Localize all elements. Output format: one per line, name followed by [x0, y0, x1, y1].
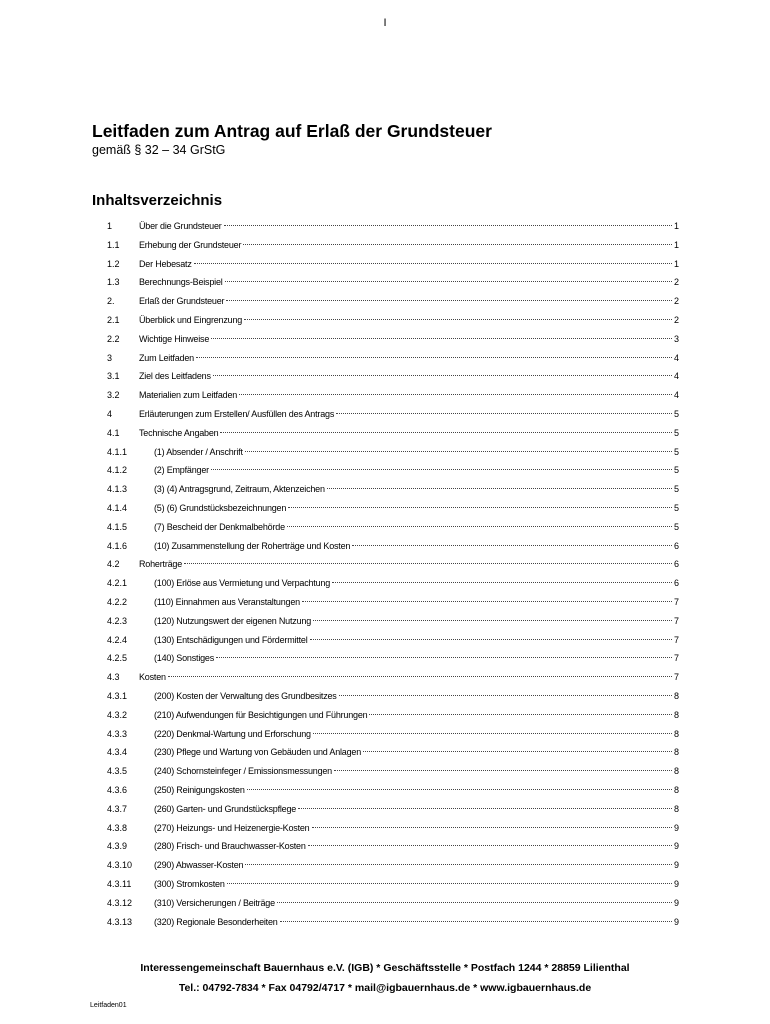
toc-entry-label: Kosten	[139, 672, 166, 683]
toc-leader-dots	[168, 676, 672, 677]
toc-entry-label: (290) Abwasser-Kosten	[154, 860, 244, 871]
toc-page-number: 4	[673, 352, 679, 363]
toc-leader-dots	[247, 789, 672, 790]
toc-row[interactable]	[0, 781, 770, 800]
toc-entry-label: Erhebung der Grundsteuer	[139, 239, 242, 250]
toc-row[interactable]	[0, 612, 770, 631]
toc-section-number: 4.2.3	[107, 615, 128, 626]
toc-row[interactable]	[0, 367, 770, 386]
toc-entry[interactable]	[139, 273, 679, 292]
toc-page-number: 7	[673, 615, 679, 626]
toc-row[interactable]	[0, 386, 770, 405]
toc-leader-dots	[302, 601, 672, 602]
toc-entry-label: (1) Absender / Anschrift	[154, 446, 243, 457]
toc-entry-label: (110) Einnahmen aus Veranstaltungen	[154, 597, 300, 607]
toc-entry-label: Erlaß der Grundsteuer	[139, 296, 225, 307]
toc-row[interactable]	[0, 518, 770, 537]
footer-contact: Tel.: 04792-7834 * Fax 04792/4717 * mail@igbauernhaus.de * www.igbauernhaus.de	[178, 982, 592, 994]
toc-leader-dots	[287, 526, 672, 527]
toc-page-number: 7	[673, 672, 679, 683]
toc-entry[interactable]	[139, 311, 679, 330]
toc-page-number: 7	[673, 597, 679, 607]
toc-page-number: 5	[673, 465, 679, 476]
toc-entry-label: Wichtige Hinweise	[139, 333, 210, 344]
toc-entry[interactable]	[139, 555, 679, 574]
toc-row[interactable]	[0, 894, 770, 913]
toc-row[interactable]	[0, 443, 770, 462]
toc-section-number: 4.3.6	[107, 785, 128, 795]
toc-leader-dots	[280, 921, 672, 922]
toc-row[interactable]	[0, 255, 770, 274]
toc-row[interactable]	[0, 913, 770, 932]
toc-entry[interactable]	[154, 875, 679, 894]
toc-entry-label: (250) Reinigungskosten	[154, 785, 245, 795]
toc-section-number: 2.	[107, 296, 115, 307]
toc-leader-dots	[224, 225, 672, 226]
toc-page-number: 8	[673, 766, 679, 777]
toc-row[interactable]	[0, 537, 770, 556]
toc-entry-label: (210) Aufwendungen für Besichtigungen und Führungen	[154, 709, 368, 720]
toc-row[interactable]	[0, 593, 770, 612]
toc-row[interactable]	[0, 480, 770, 499]
toc-page-number: 8	[673, 728, 679, 739]
toc-entry-label: (230) Pflege und Wartung von Gebäuden und Anlagen	[154, 747, 362, 758]
toc-page-number: 4	[673, 371, 679, 382]
toc-entry[interactable]	[154, 499, 679, 518]
toc-entry-label: (240) Schornsteinfeger / Emissionsmessungen	[154, 766, 332, 777]
toc-entry-label: Zum Leitfaden	[139, 352, 194, 363]
toc-section-number: 4.3.10	[107, 860, 133, 871]
toc-entry[interactable]	[139, 217, 679, 236]
toc-row[interactable]	[0, 273, 770, 292]
toc-entry-label: (310) Versicherungen / Beiträge	[154, 897, 275, 908]
toc-page-number: 5	[673, 484, 679, 495]
toc-section-number: 4.3.4	[107, 747, 128, 758]
toc-section-number: 4.1.1	[107, 446, 128, 457]
toc-leader-dots	[313, 620, 672, 621]
toc-section-number: 4.1	[107, 427, 120, 438]
toc-section-number: 1.3	[107, 277, 120, 288]
toc-entry[interactable]	[154, 743, 679, 762]
toc-page-number: 5	[673, 446, 679, 457]
toc-section-number: 4.2.1	[107, 578, 128, 589]
toc-page-number: 5	[673, 521, 679, 532]
toc-page-number: 9	[673, 879, 679, 889]
toc-page-number: 8	[673, 709, 679, 720]
toc-page-number: 8	[673, 747, 679, 758]
toc-entry[interactable]	[139, 330, 679, 349]
toc-entry[interactable]	[154, 800, 679, 819]
toc-leader-dots	[184, 563, 672, 564]
toc-section-number: 4.1.4	[107, 503, 128, 513]
page-number: I	[383, 17, 387, 29]
toc-entry-label: Erläuterungen zum Erstellen/ Ausfüllen des Antrags	[139, 409, 335, 419]
toc-page-number: 8	[673, 803, 679, 814]
toc-page-number: 6	[673, 559, 679, 570]
toc-leader-dots	[239, 394, 672, 395]
toc-entry[interactable]	[139, 349, 679, 368]
toc-leader-dots	[220, 432, 672, 433]
toc-page-number: 9	[673, 897, 679, 908]
toc-page-number: 6	[673, 578, 679, 589]
toc-entry[interactable]	[154, 480, 679, 499]
toc-row[interactable]	[0, 292, 770, 311]
toc-section-number: 4.1.6	[107, 540, 128, 551]
toc-leader-dots	[245, 864, 672, 865]
toc-row[interactable]	[0, 555, 770, 574]
toc-page-number: 9	[673, 841, 679, 852]
toc-leader-dots	[336, 413, 672, 414]
document-title: Leitfaden zum Antrag auf Erlaß der Grundsteuer	[92, 121, 492, 141]
toc-row[interactable]	[0, 236, 770, 255]
toc-section-number: 2.1	[107, 315, 120, 325]
toc-leader-dots	[352, 545, 672, 546]
toc-section-number: 4.3.9	[107, 841, 128, 852]
toc-row[interactable]	[0, 725, 770, 744]
toc-entry[interactable]	[154, 574, 679, 593]
toc-entry[interactable]	[154, 461, 679, 480]
toc-entry-label: (10) Zusammenstellung der Roherträge und Kosten	[154, 540, 351, 551]
toc-row[interactable]	[0, 574, 770, 593]
toc-page-number: 2	[673, 315, 679, 325]
toc-leader-dots	[216, 657, 672, 658]
toc-entry[interactable]	[139, 386, 679, 405]
toc-section-number: 4.1.2	[107, 465, 128, 476]
toc-section-number: 4.3.7	[107, 803, 128, 814]
toc-row[interactable]	[0, 349, 770, 368]
toc-section-number: 4.3.1	[107, 691, 128, 701]
toc-entry[interactable]	[139, 255, 679, 274]
toc-section-number: 4.3.11	[107, 879, 132, 889]
toc-leader-dots	[312, 827, 672, 828]
toc-entry[interactable]	[154, 612, 679, 631]
toc-entry[interactable]	[154, 706, 679, 725]
toc-entry-label: (100) Erlöse aus Vermietung und Verpachtung	[154, 578, 331, 589]
toc-row[interactable]	[0, 762, 770, 781]
toc-page-number: 3	[673, 333, 679, 344]
toc-section-number: 4	[107, 409, 113, 419]
toc-entry-label: Über die Grundsteuer	[139, 221, 222, 231]
toc-page-number: 6	[673, 540, 679, 551]
toc-entry[interactable]	[154, 856, 679, 875]
toc-entry[interactable]	[154, 518, 679, 537]
toc-leader-dots	[313, 733, 672, 734]
toc-leader-dots	[369, 714, 672, 715]
toc-entry[interactable]	[139, 668, 679, 687]
toc-row[interactable]	[0, 461, 770, 480]
toc-leader-dots	[244, 319, 672, 320]
toc-entry[interactable]	[154, 593, 679, 612]
toc-page-number: 7	[673, 634, 679, 645]
toc-leader-dots	[245, 451, 672, 452]
toc-page-number: 1	[673, 221, 679, 231]
toc-row[interactable]	[0, 837, 770, 856]
toc-entry[interactable]	[154, 649, 679, 668]
toc-row[interactable]	[0, 819, 770, 838]
toc-entry-label: (280) Frisch- und Brauchwasser-Kosten	[154, 841, 306, 852]
toc-section-number: 3.2	[107, 390, 120, 401]
toc-page-number: 7	[673, 653, 679, 664]
toc-leader-dots	[310, 639, 672, 640]
toc-leader-dots	[288, 507, 672, 508]
toc-leader-dots	[339, 695, 672, 696]
toc-section-number: 4.3.2	[107, 709, 128, 720]
toc-page-number: 9	[673, 860, 679, 871]
toc-entry-label: (120) Nutzungswert der eigenen Nutzung	[154, 615, 311, 626]
toc-section-number: 3	[107, 352, 113, 363]
toc-leader-dots	[332, 582, 672, 583]
toc-entry-label: Berechnungs-Beispiel	[139, 277, 223, 288]
toc-page-number: 2	[673, 296, 679, 307]
toc-heading: Inhaltsverzeichnis	[92, 192, 223, 209]
toc-entry[interactable]	[139, 367, 679, 386]
toc-entry-label: Überblick und Eingrenzung	[139, 315, 243, 325]
toc-entry-label: (270) Heizungs- und Heizenergie-Kosten	[154, 822, 310, 833]
toc-leader-dots	[327, 488, 672, 489]
toc-entry-label: (130) Entschädigungen und Fördermittel	[154, 634, 308, 645]
toc-leader-dots	[334, 770, 672, 771]
toc-entry-label: (260) Garten- und Grundstückspflege	[154, 803, 297, 814]
toc-page-number: 5	[673, 409, 679, 419]
document-subtitle: gemäß § 32 – 34 GrStG	[92, 143, 226, 157]
toc-leader-dots	[363, 751, 672, 752]
toc-section-number: 4.3.5	[107, 766, 128, 777]
toc-entry-label: (320) Regionale Besonderheiten	[154, 916, 278, 927]
toc-leader-dots	[211, 338, 672, 339]
toc-entry[interactable]	[139, 236, 679, 255]
toc-row[interactable]	[0, 743, 770, 762]
toc-row[interactable]	[0, 330, 770, 349]
toc-section-number: 4.3	[107, 672, 120, 683]
toc-entry[interactable]	[154, 725, 679, 744]
toc-leader-dots	[243, 244, 672, 245]
toc-page-number: 5	[673, 503, 679, 513]
toc-entry[interactable]	[154, 443, 679, 462]
toc-row[interactable]	[0, 631, 770, 650]
toc-entry-label: (7) Bescheid der Denkmalbehörde	[154, 521, 285, 532]
toc-row[interactable]	[0, 687, 770, 706]
toc-leader-dots	[213, 375, 672, 376]
toc-section-number: 1	[107, 221, 113, 231]
toc-leader-dots	[298, 808, 672, 809]
toc-leader-dots	[194, 263, 672, 264]
toc-section-number: 3.1	[107, 371, 120, 382]
toc-section-number: 4.3.12	[107, 897, 133, 908]
toc-leader-dots	[308, 845, 672, 846]
toc-entry[interactable]	[154, 781, 679, 800]
toc-entry[interactable]	[154, 687, 679, 706]
toc-section-number: 4.3.13	[107, 916, 133, 927]
toc-row[interactable]	[0, 424, 770, 443]
toc-entry[interactable]	[139, 424, 679, 443]
toc-entry-label: Roherträge	[139, 559, 183, 570]
toc-row[interactable]	[0, 875, 770, 894]
toc-leader-dots	[227, 883, 672, 884]
toc-entry[interactable]	[139, 405, 679, 424]
toc-section-number: 4.2.2	[107, 597, 128, 607]
toc-entry-label: Materialien zum Leitfaden	[139, 390, 238, 401]
toc-entry[interactable]	[139, 292, 679, 311]
toc-page-number: 8	[673, 691, 679, 701]
toc-section-number: 4.2.5	[107, 653, 128, 664]
toc-section-number: 4.3.8	[107, 822, 128, 833]
toc-entry-label: (140) Sonstiges	[154, 653, 215, 664]
toc-row[interactable]	[0, 706, 770, 725]
toc-entry-label: Ziel des Leitfadens	[139, 371, 211, 382]
toc-row[interactable]	[0, 856, 770, 875]
toc-entry-label: (3) (4) Antragsgrund, Zeitraum, Aktenzeichen	[154, 484, 325, 495]
toc-row[interactable]	[0, 311, 770, 330]
toc-leader-dots	[225, 281, 672, 282]
toc-row[interactable]	[0, 668, 770, 687]
footer-organization: Interessengemeinschaft Bauernhaus e.V. (IGB) * Geschäftsstelle * Postfach 1244 * 28859 Lilienthal	[140, 962, 630, 974]
toc-entry[interactable]	[154, 631, 679, 650]
toc-entry-label: Technische Angaben	[139, 427, 219, 438]
toc-section-number: 1.2	[107, 258, 120, 269]
toc-section-number: 4.1.5	[107, 521, 128, 532]
toc-entry[interactable]	[154, 762, 679, 781]
toc-page-number: 8	[673, 785, 679, 795]
toc-entry[interactable]	[154, 837, 679, 856]
toc-entry[interactable]	[154, 913, 679, 932]
toc-entry-label: (5) (6) Grundstücksbezeichnungen	[154, 503, 287, 513]
toc-page-number: 2	[673, 277, 679, 288]
toc-section-number: 4.1.3	[107, 484, 128, 495]
toc-leader-dots	[277, 902, 672, 903]
toc-page-number: 1	[673, 239, 679, 250]
toc-entry-label: (220) Denkmal-Wartung und Erforschung	[154, 728, 311, 739]
toc-section-number: 4.2	[107, 559, 120, 570]
document-code: Leitfaden01	[90, 1002, 127, 1009]
toc-entry-label: (2) Empfänger	[154, 465, 209, 476]
toc-leader-dots	[226, 300, 672, 301]
toc-section-number: 4.2.4	[107, 634, 128, 645]
toc-row[interactable]	[0, 405, 770, 424]
toc-entry-label: Der Hebesatz	[139, 258, 192, 269]
toc-entry-label: (300) Stromkosten	[154, 879, 225, 889]
toc-entry[interactable]	[154, 537, 679, 556]
toc-entry-label: (200) Kosten der Verwaltung des Grundbesitzes	[154, 691, 337, 701]
toc-page-number: 9	[673, 916, 679, 927]
toc-page-number: 9	[673, 822, 679, 833]
toc-page-number: 4	[673, 390, 679, 401]
toc-row[interactable]	[0, 217, 770, 236]
toc-row[interactable]	[0, 649, 770, 668]
toc-entry[interactable]	[154, 894, 679, 913]
toc-entry[interactable]	[154, 819, 679, 838]
toc-row[interactable]	[0, 499, 770, 518]
toc-section-number: 4.3.3	[107, 728, 128, 739]
toc-section-number: 1.1	[107, 239, 120, 250]
toc-row[interactable]	[0, 800, 770, 819]
toc-page-number: 1	[673, 258, 679, 269]
toc-section-number: 2.2	[107, 333, 120, 344]
toc-leader-dots	[196, 357, 672, 358]
toc-page-number: 5	[673, 427, 679, 438]
toc-leader-dots	[211, 469, 672, 470]
